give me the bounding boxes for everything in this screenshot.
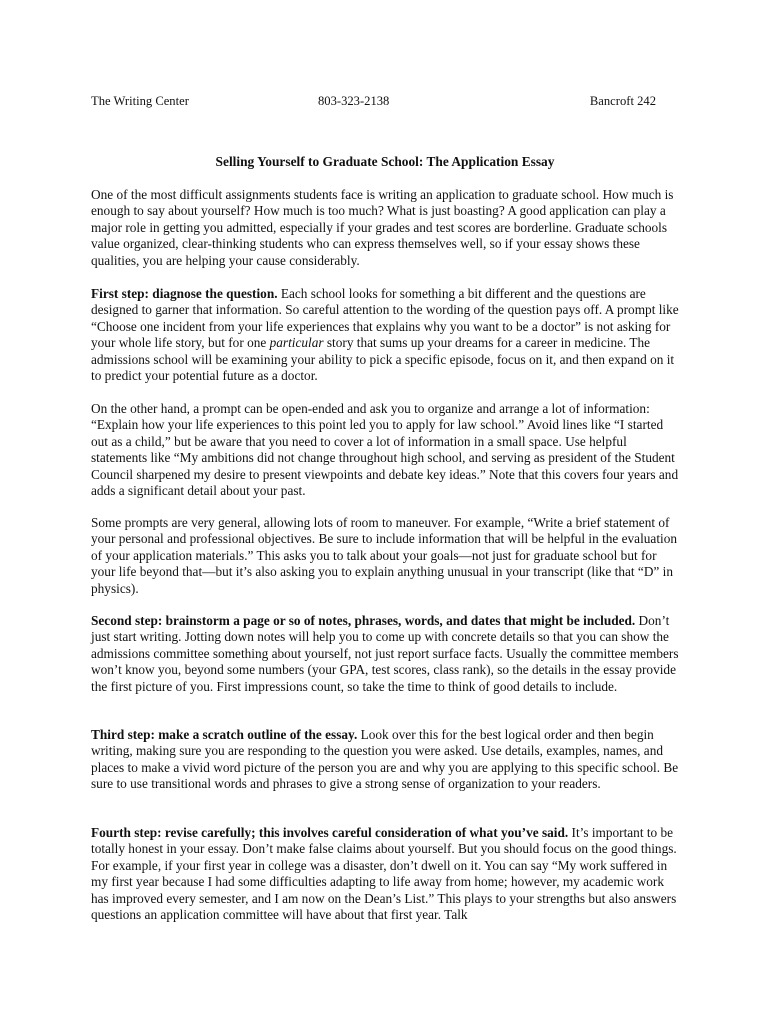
first-step-emphasis: particular	[269, 335, 324, 351]
third-step-heading: Third step: make a scratch outline of the essay.	[91, 727, 358, 742]
open-ended-paragraph: On the other hand, a prompt can be open-ended and ask you to organize and arrange a lot of information: “Explain how your life experiences to this point led you to apply for law school.” Avoid lines like “I started out as a child,” but be aware that you need to cover a lot of information in a small space. Use helpful statements like “My ambitions did not change throughout high school, and serving as president of the Student Council sharpened my desire to present viewpoints and debate key ideas.” Note that this covers four years and adds a significant detail about your past.	[91, 401, 679, 499]
document-title: Selling Yourself to Graduate School: The Application Essay	[215, 154, 555, 169]
header-location: Bancroft 242	[589, 94, 656, 108]
second-step-paragraph	[91, 613, 683, 695]
fourth-step-heading: Fourth step: revise carefully; this involves careful consideration of what you’ve said.	[91, 825, 569, 840]
first-step-text-b: story that sums up your dreams for a career in medicine. The admissions school will be examining your ability to pick a specific episode, focus on it, and then expand on it to predict your potential future as a doctor.	[91, 335, 675, 384]
general-prompt-paragraph: Some prompts are very general, allowing lots of room to maneuver. For example, “Write a brief statement of your personal and professional objectives. Be sure to include information that will be helpful in the evaluation of your application materials.” This asks you to talk about your goals—not just for graduate school but for your life beyond that—but it’s also asking you to explain anything unusual in your transcript (like that “D” in physics).	[91, 515, 678, 596]
first-step-paragraph	[91, 286, 683, 385]
fourth-step-paragraph	[91, 825, 683, 924]
header-phone: 803-323-2138	[318, 94, 390, 108]
second-step-heading: Second step: brainstorm a page or so of notes, phrases, words, and dates that might be included.	[91, 613, 636, 628]
header-organization: The Writing Center	[91, 94, 189, 108]
first-step-heading: First step: diagnose the question.	[91, 286, 278, 301]
third-step-text: Look over this for the best logical order and then begin writing, making sure you are responding to the question you were asked. Use details, examples, names, and places to make a vivid word picture of the person you are and why you are applying to this specific school. Be sure to use transitional words and phrases to give a strong sense of organization to your readers.	[91, 727, 679, 792]
first-step-text-a: Each school looks for something a bit different and the questions are designed to garner that information. So careful attention to the wording of the question pays off. A prompt like “Choose one incident from your life experiences that explains why you want to be a doctor” is not asking for your whole life story, but for one	[91, 286, 679, 351]
fourth-step-text: It’s important to be totally honest in your essay. Don’t make false claims about yourself. But you should focus on the good things. For example, if your first year in college was a disaster, don’t dwell on it. You can say “My work suffered in my first year because I had some difficulties adapting to life away from home; however, my academic work has improved every semester, and I am now on the Dean’s List.” This plays to your strengths but also answers questions an application committee will have about that first year. Talk	[91, 825, 677, 923]
second-step-text: Don’t just start writing. Jotting down notes will help you to come up with concrete details so that you can show the admissions committee something about yourself, not just report surface facts. Usually the committee members won’t know you, beyond some numbers (your GPA, test scores, class rank), so the details in the essay provide the first picture of you. First impressions count, so take the time to think of good details to include.	[91, 613, 679, 694]
third-step-paragraph	[91, 727, 683, 793]
intro-paragraph: One of the most difficult assignments students face is writing an application to graduate school. How much is enough to say about yourself? How much is too much? What is just boasting? A good application can play a major role in getting you admitted, especially if your grades and test scores are borderline. Graduate schools value organized, clear-thinking students who can express themselves well, so if your essay shows these qualities, you are helping your cause considerably.	[91, 187, 674, 268]
page-header	[91, 94, 656, 110]
